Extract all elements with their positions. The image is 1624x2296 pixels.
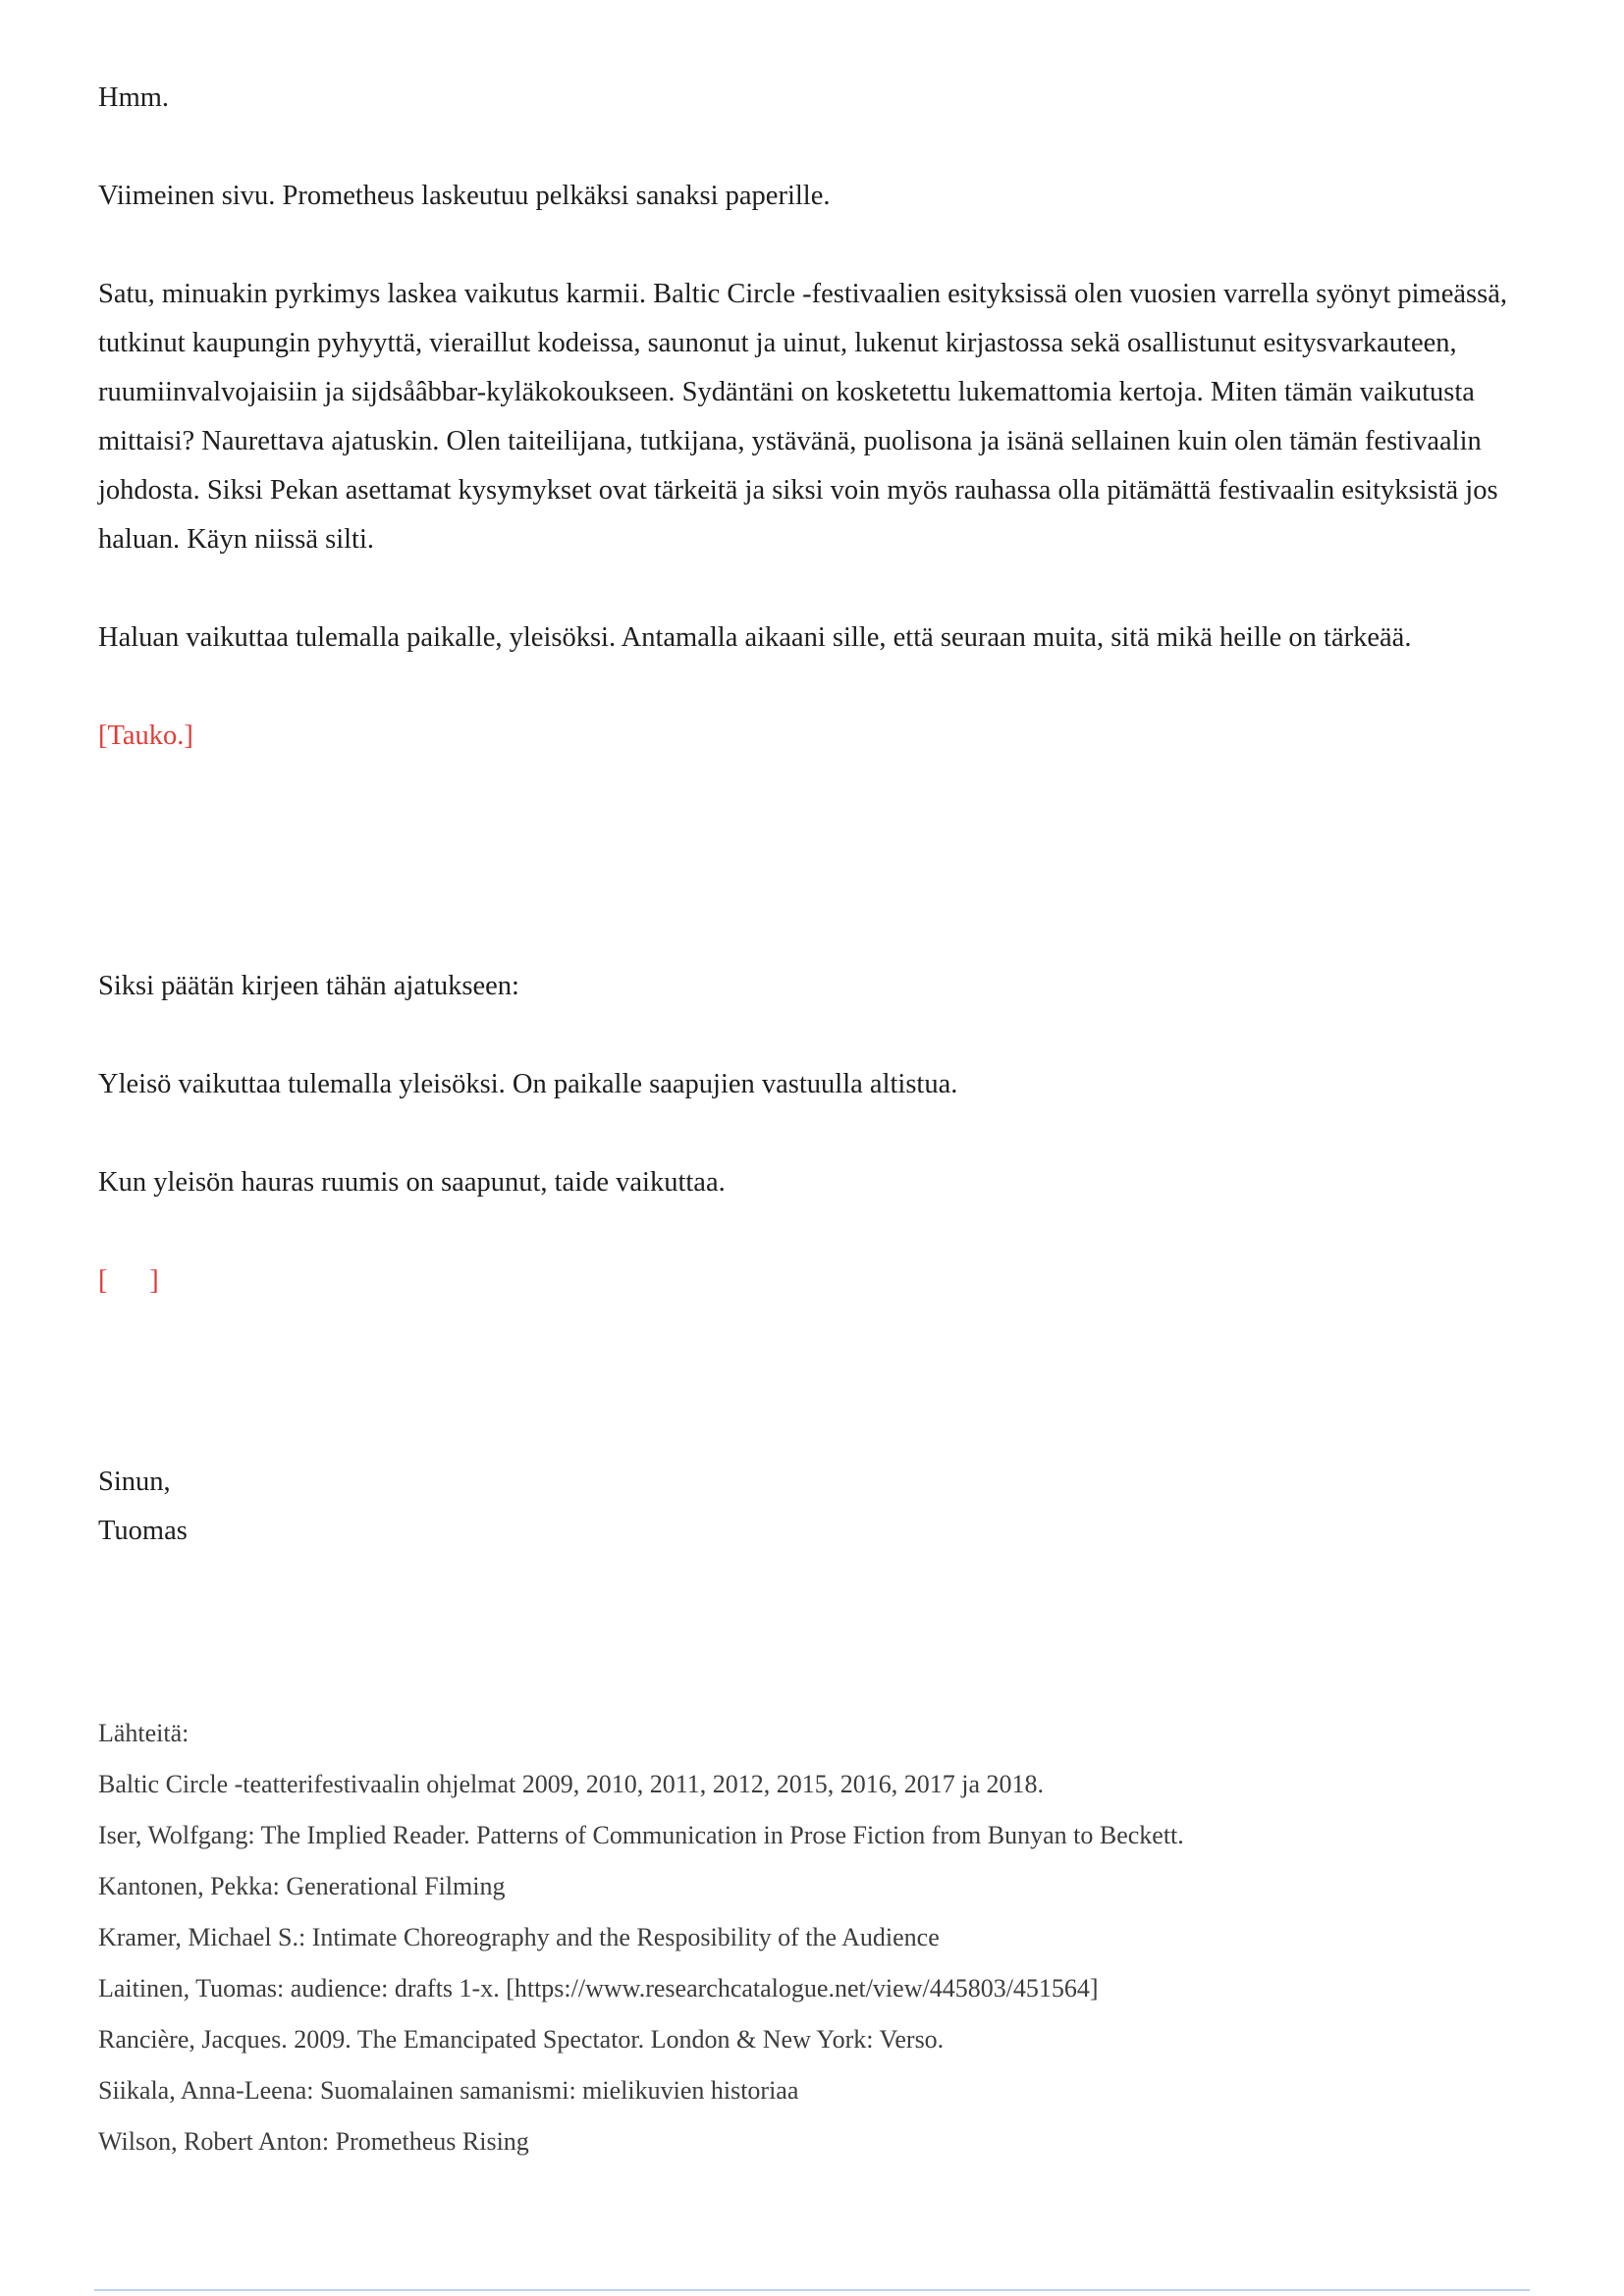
signoff	[98, 1458, 1526, 1556]
paragraph-satu: Satu, minuakin pyrkimys laskea vaikutus karmii. Baltic Circle -festivaalien esityksissä olen vuosien varrella syönyt pimeässä, tutkinut kaupungin pyhyyttä, vieraillut kodeissa, saunonut ja uinut, lukenut kirjastossa sekä osallistunut esitysvarkauteen, ruumiinvalvojaisiin ja sijdsåâbbar-kyläkokoukseen. Sydäntäni on kosketettu lukemattomia kertoja. Miten tämän vaikutusta mittaisi? Naurettava ajatuskin. Olen taiteilijana, tutkijana, ystävänä, puolisona ja isänä sellainen kuin olen tämän festivaalin johdosta. Siksi Pekan asettamat kysymykset ovat tärkeitä ja siksi voin myös rauhassa olla pitämättä festivaalin esityksistä jos haluan. Käyn niissä silti.	[98, 279, 1507, 555]
paragraph-siksi-paatan: Siksi päätän kirjeen tähän ajatukseen:	[98, 971, 519, 1001]
paragraph-yleiso-vaikuttaa: Yleisö vaikuttaa tulemalla yleisöksi. On paikalle saapujien vastuulla altistua.	[98, 1069, 958, 1099]
paragraph-haluan-vaikuttaa: Haluan vaikuttaa tulemalla paikalle, yleisöksi. Antamalla aikaani sille, että seuraan muita, sitä mikä heille on tärkeää.	[98, 622, 1412, 653]
reference-item-baltic-circle: Baltic Circle -teatterifestivaalin ohjelmat 2009, 2010, 2011, 2012, 2015, 2016, 2017 ja 2018.	[98, 1770, 1045, 1798]
reference-item-ranciere: Rancière, Jacques. 2009. The Emancipated Spectator. London & New York: Verso.	[98, 2025, 945, 2054]
reference-item-laitinen: Laitinen, Tuomas: audience: drafts 1-x. [https://www.researchcatalogue.net/view/445803/451564]	[98, 1974, 1099, 2002]
reference-item-kramer: Kramer, Michael S.: Intimate Choreography and the Resposibility of the Audience	[98, 1923, 940, 1951]
page-bottom-divider	[94, 2289, 1530, 2291]
references-heading: Lähteitä:	[98, 1719, 189, 1747]
paragraph-hmm: Hmm.	[98, 82, 170, 113]
reference-item-kantonen: Kantonen, Pekka: Generational Filming	[98, 1872, 506, 1900]
reference-item-wilson: Wilson, Robert Anton: Prometheus Rising	[98, 2127, 529, 2156]
paragraph-kun-yleison: Kun yleisön hauras ruumis on saapunut, taide vaikuttaa.	[98, 1167, 726, 1198]
reference-item-siikala: Siikala, Anna-Leena: Suomalainen samanismi: mielikuvien historiaa	[98, 2076, 799, 2105]
signoff-name: Tuomas	[98, 1516, 188, 1546]
references-section	[98, 1708, 1526, 2167]
pause-marker: [Tauko.]	[98, 721, 193, 751]
paragraph-viimeinen-sivu: Viimeinen sivu. Prometheus laskeutuu pelkäksi sanaksi paperille.	[98, 181, 831, 211]
empty-bracket-marker: [ ]	[98, 1265, 159, 1296]
reference-item-iser: Iser, Wolfgang: The Implied Reader. Patterns of Communication in Prose Fiction from Bunyan to Beckett.	[98, 1821, 1184, 1849]
signoff-greeting: Sinun,	[98, 1467, 171, 1497]
letter-body	[98, 74, 1526, 1556]
